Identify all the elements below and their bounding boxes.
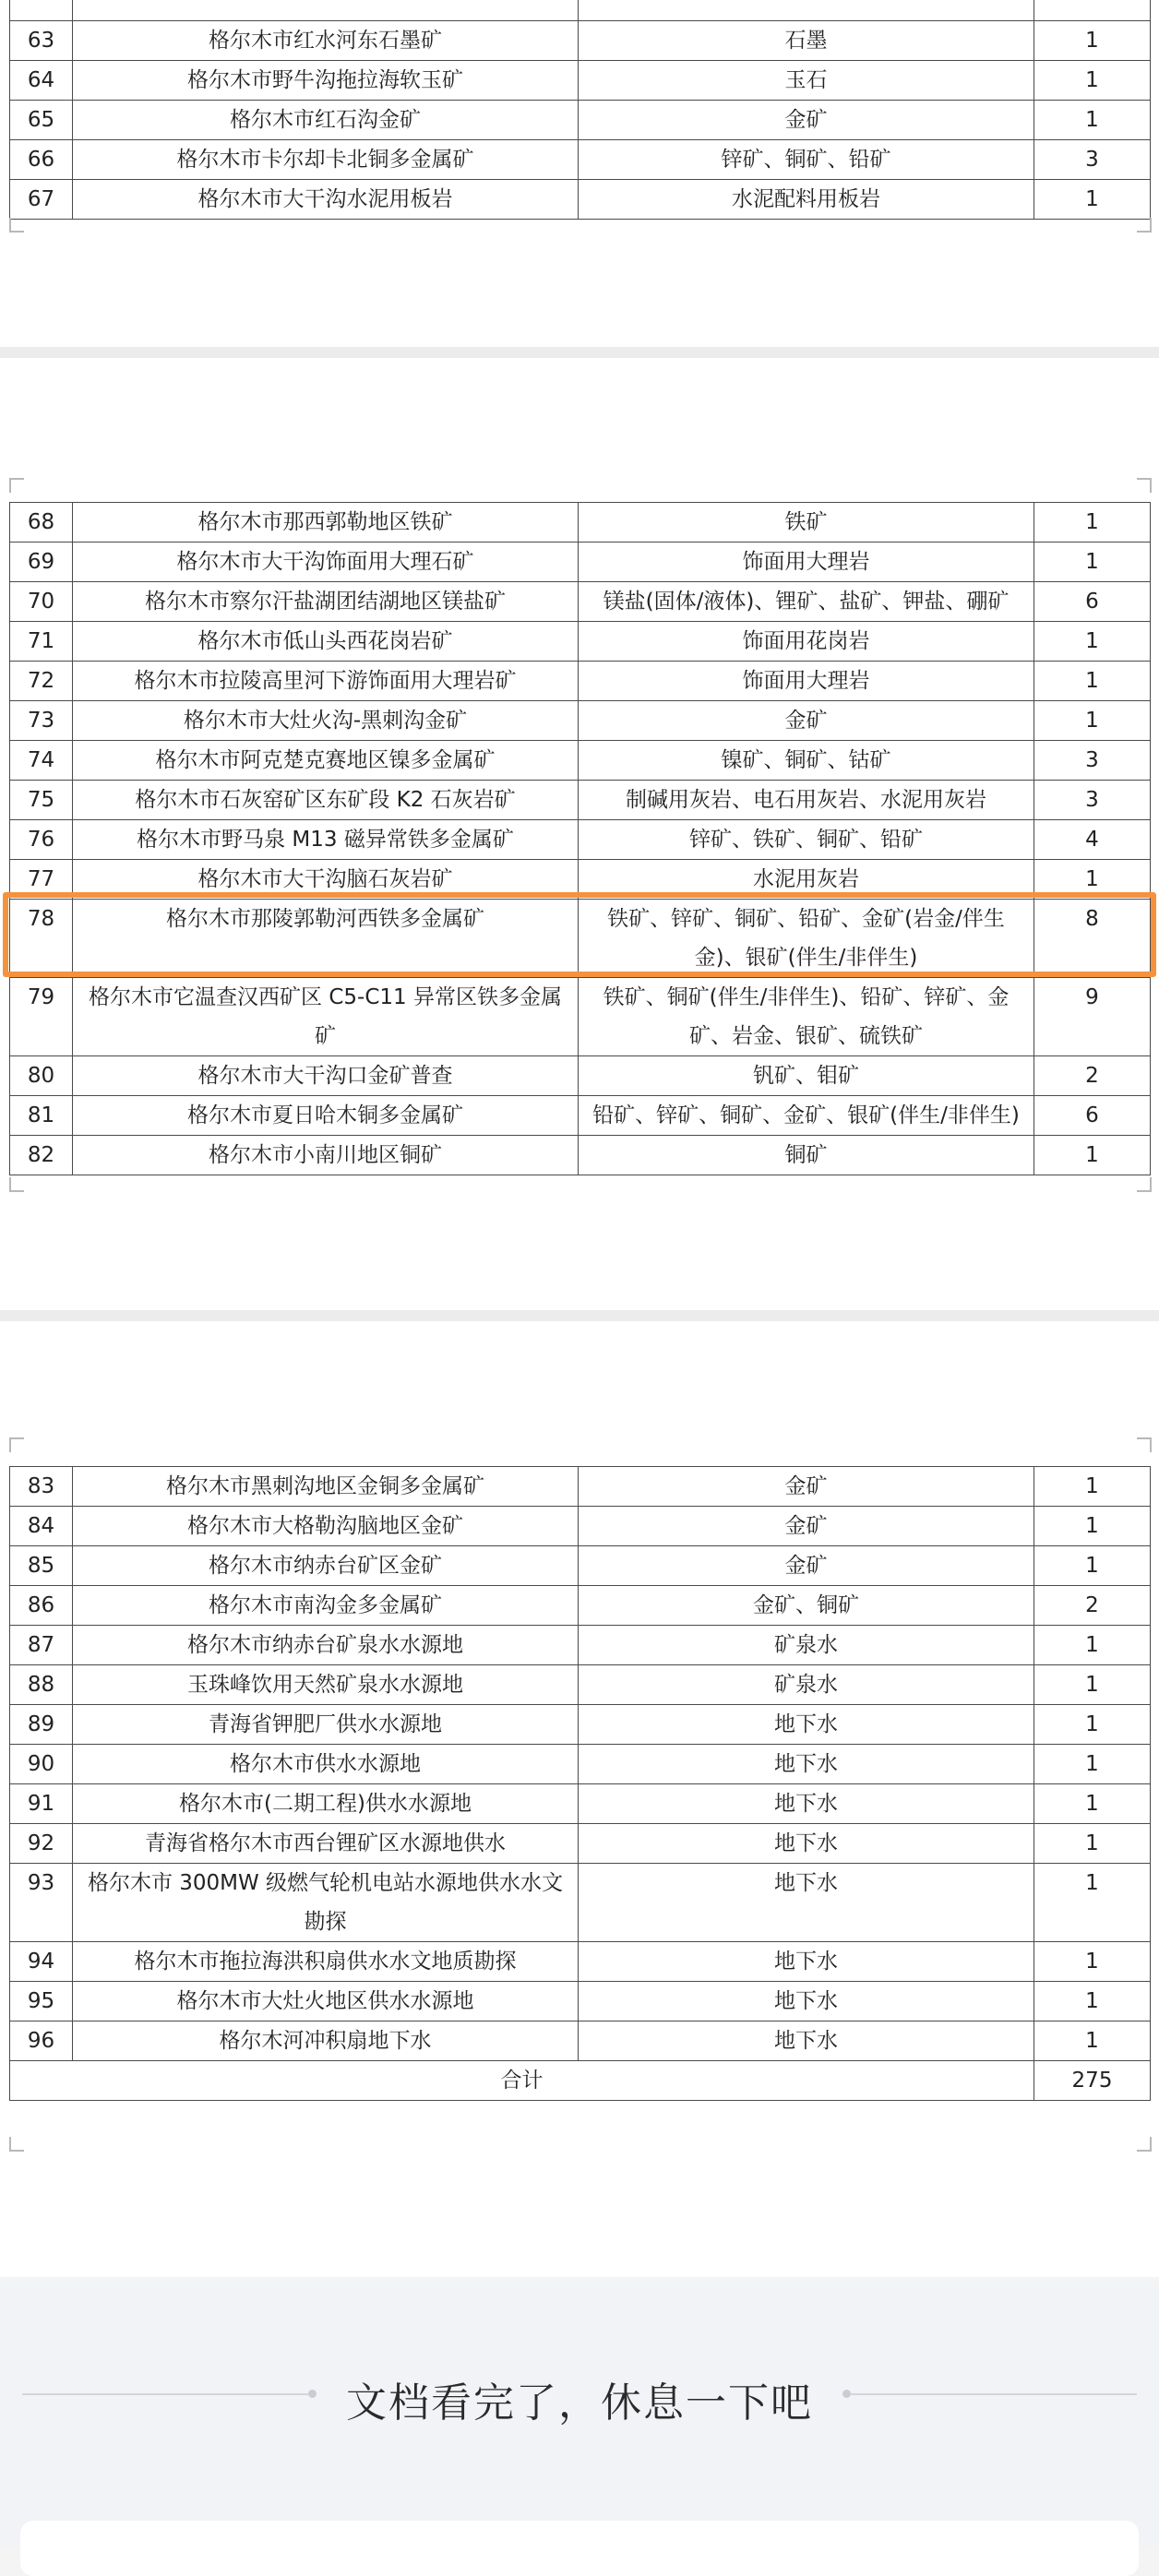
row-number: 75 [10, 781, 73, 820]
row-number: 93 [10, 1864, 73, 1942]
table-row [10, 1665, 1151, 1705]
row-number: 68 [10, 503, 73, 543]
mineral-type: 镁盐(固体/液体)、锂矿、盐矿、钾盐、硼矿 [579, 582, 1034, 622]
mineral-count: 3 [1034, 140, 1151, 180]
mineral-count: 1 [1034, 1665, 1151, 1705]
divider-dot-right [842, 2390, 851, 2398]
mineral-count: 1 [1034, 21, 1151, 61]
table-row [10, 900, 1151, 978]
table-row [10, 1056, 1151, 1096]
project-name: 格尔木市夏日哈木铜多金属矿 [73, 1096, 579, 1136]
row-number: 70 [10, 582, 73, 622]
mineral-count: 1 [1034, 1136, 1151, 1175]
table-row [10, 1824, 1151, 1864]
mineral-type: 铁矿、铜矿(伴生/非伴生)、铅矿、锌矿、金矿、岩金、银矿、硫铁矿 [579, 978, 1034, 1056]
table-row-partial [10, 0, 1151, 21]
page-corner-mark [9, 1177, 24, 1192]
row-number: 81 [10, 1096, 73, 1136]
row-number: 96 [10, 2021, 73, 2061]
row-number: 80 [10, 1056, 73, 1096]
mineral-type: 制碱用灰岩、电石用灰岩、水泥用灰岩 [579, 781, 1034, 820]
mineral-count: 1 [1034, 622, 1151, 662]
page-corner-mark [9, 218, 24, 233]
table-row [10, 1467, 1151, 1507]
mineral-table-part-1 [9, 0, 1151, 220]
mineral-type: 锌矿、铜矿、铅矿 [579, 140, 1034, 180]
project-name: 格尔木市石灰窑矿区东矿段 K2 石灰岩矿 [73, 781, 579, 820]
table-row [10, 180, 1151, 220]
table-row [10, 503, 1151, 543]
recommendation-card[interactable] [20, 2521, 1139, 2576]
row-number: 92 [10, 1824, 73, 1864]
mineral-type: 地下水 [579, 1982, 1034, 2021]
row-number: 88 [10, 1665, 73, 1705]
mineral-type: 地下水 [579, 2021, 1034, 2061]
row-number: 76 [10, 820, 73, 860]
total-label: 合计 [10, 2061, 1034, 2101]
mineral-count: 6 [1034, 582, 1151, 622]
row-number: 95 [10, 1982, 73, 2021]
mineral-count: 1 [1034, 1546, 1151, 1586]
mineral-type: 石墨 [579, 21, 1034, 61]
mineral-count: 1 [1034, 1864, 1151, 1942]
mineral-type: 镍矿、铜矿、钴矿 [579, 741, 1034, 781]
project-name: 格尔木市红水河东石墨矿 [73, 21, 579, 61]
project-name: 格尔木市(二期工程)供水水源地 [73, 1784, 579, 1824]
row-number: 82 [10, 1136, 73, 1175]
mineral-count: 1 [1034, 1467, 1151, 1507]
project-name: 格尔木市黑刺沟地区金铜多金属矿 [73, 1467, 579, 1507]
mineral-count: 1 [1034, 1705, 1151, 1745]
project-name: 格尔木市拉陵高里河下游饰面用大理岩矿 [73, 662, 579, 701]
mineral-type: 矿泉水 [579, 1665, 1034, 1705]
row-number: 69 [10, 543, 73, 582]
row-number: 90 [10, 1745, 73, 1784]
table-row [10, 1507, 1151, 1546]
table-row [10, 1864, 1151, 1942]
mineral-type: 矿泉水 [579, 1626, 1034, 1665]
table-row [10, 1982, 1151, 2021]
project-name: 青海省格尔木市西台锂矿区水源地供水 [73, 1824, 579, 1864]
table-row [10, 1546, 1151, 1586]
project-name: 格尔木市它温查汉西矿区 C5-C11 异常区铁多金属矿 [73, 978, 579, 1056]
page-corner-mark [1137, 1177, 1152, 1192]
table-row [10, 1705, 1151, 1745]
page-separator [0, 1310, 1159, 1321]
mineral-type: 金矿 [579, 1546, 1034, 1586]
row-number: 94 [10, 1942, 73, 1982]
mineral-count: 3 [1034, 781, 1151, 820]
row-number: 72 [10, 662, 73, 701]
project-name: 格尔木市野马泉 M13 磁异常铁多金属矿 [73, 820, 579, 860]
mineral-type: 锌矿、铁矿、铜矿、铅矿 [579, 820, 1034, 860]
table-row [10, 978, 1151, 1056]
page-corner-mark [9, 478, 24, 493]
project-name: 格尔木市供水水源地 [73, 1745, 579, 1784]
project-name: 格尔木市大灶火沟-黑刺沟金矿 [73, 701, 579, 741]
table-row [10, 2021, 1151, 2061]
mineral-type: 金矿 [579, 1507, 1034, 1546]
table-total-row [10, 2061, 1151, 2101]
mineral-type: 地下水 [579, 1705, 1034, 1745]
mineral-type: 地下水 [579, 1864, 1034, 1942]
table-row [10, 543, 1151, 582]
mineral-count: 1 [1034, 1824, 1151, 1864]
mineral-type: 水泥用灰岩 [579, 860, 1034, 900]
table-row [10, 1136, 1151, 1175]
project-name: 格尔木市那陵郭勒河西铁多金属矿 [73, 900, 579, 978]
page-corner-mark [9, 2137, 24, 2152]
project-name: 格尔木市察尔汗盐湖团结湖地区镁盐矿 [73, 582, 579, 622]
row-number: 84 [10, 1507, 73, 1546]
mineral-count: 1 [1034, 1784, 1151, 1824]
mineral-type: 玉石 [579, 61, 1034, 101]
project-name: 玉珠峰饮用天然矿泉水水源地 [73, 1665, 579, 1705]
row-number: 78 [10, 900, 73, 978]
project-name: 格尔木市纳赤台矿泉水水源地 [73, 1626, 579, 1665]
doc-page-1 [0, 0, 1159, 347]
row-number: 66 [10, 140, 73, 180]
row-number: 79 [10, 978, 73, 1056]
project-name: 格尔木市大干沟口金矿普查 [73, 1056, 579, 1096]
mineral-count: 1 [1034, 543, 1151, 582]
mineral-count: 1 [1034, 1982, 1151, 2021]
row-number: 89 [10, 1705, 73, 1745]
project-name: 格尔木市大干沟脑石灰岩矿 [73, 860, 579, 900]
mineral-type: 地下水 [579, 1824, 1034, 1864]
project-name: 格尔木河冲积扇地下水 [73, 2021, 579, 2061]
mineral-type: 铁矿、锌矿、铜矿、铅矿、金矿(岩金/伴生金)、银矿(伴生/非伴生) [579, 900, 1034, 978]
row-number: 83 [10, 1467, 73, 1507]
mineral-type: 金矿 [579, 101, 1034, 140]
end-of-document-message: 文档看完了，休息一下吧 [346, 2379, 813, 2427]
mineral-count: 1 [1034, 61, 1151, 101]
project-name: 格尔木市南沟金多金属矿 [73, 1586, 579, 1626]
mineral-type: 钒矿、钼矿 [579, 1056, 1034, 1096]
row-number: 63 [10, 21, 73, 61]
doc-page-2 [0, 358, 1159, 1310]
mineral-count: 1 [1034, 2021, 1151, 2061]
row-number: 73 [10, 701, 73, 741]
project-name: 格尔木市野牛沟拖拉海软玉矿 [73, 61, 579, 101]
mineral-count: 2 [1034, 1056, 1151, 1096]
table-row [10, 662, 1151, 701]
table-row [10, 1586, 1151, 1626]
mineral-type: 铜矿 [579, 1136, 1034, 1175]
project-name: 格尔木市红石沟金矿 [73, 101, 579, 140]
mineral-count: 1 [1034, 860, 1151, 900]
project-name: 青海省钾肥厂供水水源地 [73, 1705, 579, 1745]
page-corner-mark [1137, 218, 1152, 233]
mineral-count: 1 [1034, 180, 1151, 220]
project-name: 格尔木市低山头西花岗岩矿 [73, 622, 579, 662]
table-row [10, 781, 1151, 820]
project-name: 格尔木市卡尔却卡北铜多金属矿 [73, 140, 579, 180]
page-corner-mark [1137, 1437, 1152, 1452]
mineral-type: 地下水 [579, 1784, 1034, 1824]
row-number: 86 [10, 1586, 73, 1626]
project-name: 格尔木市 300MW 级燃气轮机电站水源地供水水文勘探 [73, 1864, 579, 1942]
divider-line-right [851, 2393, 1137, 2395]
table-row [10, 21, 1151, 61]
table-row [10, 860, 1151, 900]
mineral-type: 金矿 [579, 701, 1034, 741]
row-number: 64 [10, 61, 73, 101]
project-name: 格尔木市大格勒沟脑地区金矿 [73, 1507, 579, 1546]
mineral-count: 4 [1034, 820, 1151, 860]
mineral-count: 1 [1034, 662, 1151, 701]
table-row [10, 1745, 1151, 1784]
project-name: 格尔木市大干沟饰面用大理石矿 [73, 543, 579, 582]
page-separator [0, 347, 1159, 358]
table-row [10, 1096, 1151, 1136]
mineral-type: 水泥配料用板岩 [579, 180, 1034, 220]
mineral-type: 饰面用花岗岩 [579, 622, 1034, 662]
mineral-count: 1 [1034, 701, 1151, 741]
project-name: 格尔木市阿克楚克赛地区镍多金属矿 [73, 741, 579, 781]
table-row [10, 701, 1151, 741]
table-row [10, 61, 1151, 101]
row-number: 74 [10, 741, 73, 781]
row-number: 71 [10, 622, 73, 662]
mineral-type: 金矿、铜矿 [579, 1586, 1034, 1626]
project-name: 格尔木市纳赤台矿区金矿 [73, 1546, 579, 1586]
mineral-table-part-3 [9, 1466, 1151, 2101]
table-row [10, 1942, 1151, 1982]
mineral-type: 铅矿、锌矿、铜矿、金矿、银矿(伴生/非伴生) [579, 1096, 1034, 1136]
page-corner-mark [1137, 2137, 1152, 2152]
table-row [10, 101, 1151, 140]
page-corner-mark [1137, 478, 1152, 493]
table-row [10, 820, 1151, 860]
project-name: 格尔木市那西郭勒地区铁矿 [73, 503, 579, 543]
row-number: 91 [10, 1784, 73, 1824]
mineral-type: 饰面用大理岩 [579, 543, 1034, 582]
project-name: 格尔木市拖拉海洪积扇供水水文地质勘探 [73, 1942, 579, 1982]
row-number: 67 [10, 180, 73, 220]
row-number: 87 [10, 1626, 73, 1665]
row-number: 65 [10, 101, 73, 140]
row-number: 77 [10, 860, 73, 900]
mineral-type: 地下水 [579, 1745, 1034, 1784]
doc-page-3 [0, 1321, 1159, 2277]
table-row [10, 140, 1151, 180]
table-row [10, 1626, 1151, 1665]
mineral-count: 1 [1034, 101, 1151, 140]
mineral-table-part-2 [9, 502, 1151, 1175]
table-row [10, 741, 1151, 781]
mineral-count: 1 [1034, 1745, 1151, 1784]
mineral-type: 金矿 [579, 1467, 1034, 1507]
mineral-count: 6 [1034, 1096, 1151, 1136]
mineral-count: 1 [1034, 1942, 1151, 1982]
mineral-type: 地下水 [579, 1942, 1034, 1982]
mineral-type: 饰面用大理岩 [579, 662, 1034, 701]
project-name: 格尔木市大干沟水泥用板岩 [73, 180, 579, 220]
table-row [10, 622, 1151, 662]
page-corner-mark [9, 1437, 24, 1452]
table-row [10, 582, 1151, 622]
mineral-count: 1 [1034, 1626, 1151, 1665]
mineral-count: 8 [1034, 900, 1151, 978]
project-name: 格尔木市小南川地区铜矿 [73, 1136, 579, 1175]
mineral-count: 1 [1034, 1507, 1151, 1546]
project-name: 格尔木市大灶火地区供水水源地 [73, 1982, 579, 2021]
mineral-type: 铁矿 [579, 503, 1034, 543]
mineral-count: 9 [1034, 978, 1151, 1056]
row-number: 85 [10, 1546, 73, 1586]
mineral-count: 1 [1034, 503, 1151, 543]
mineral-count: 2 [1034, 1586, 1151, 1626]
total-count: 275 [1034, 2061, 1151, 2101]
table-row [10, 1784, 1151, 1824]
mineral-count: 3 [1034, 741, 1151, 781]
